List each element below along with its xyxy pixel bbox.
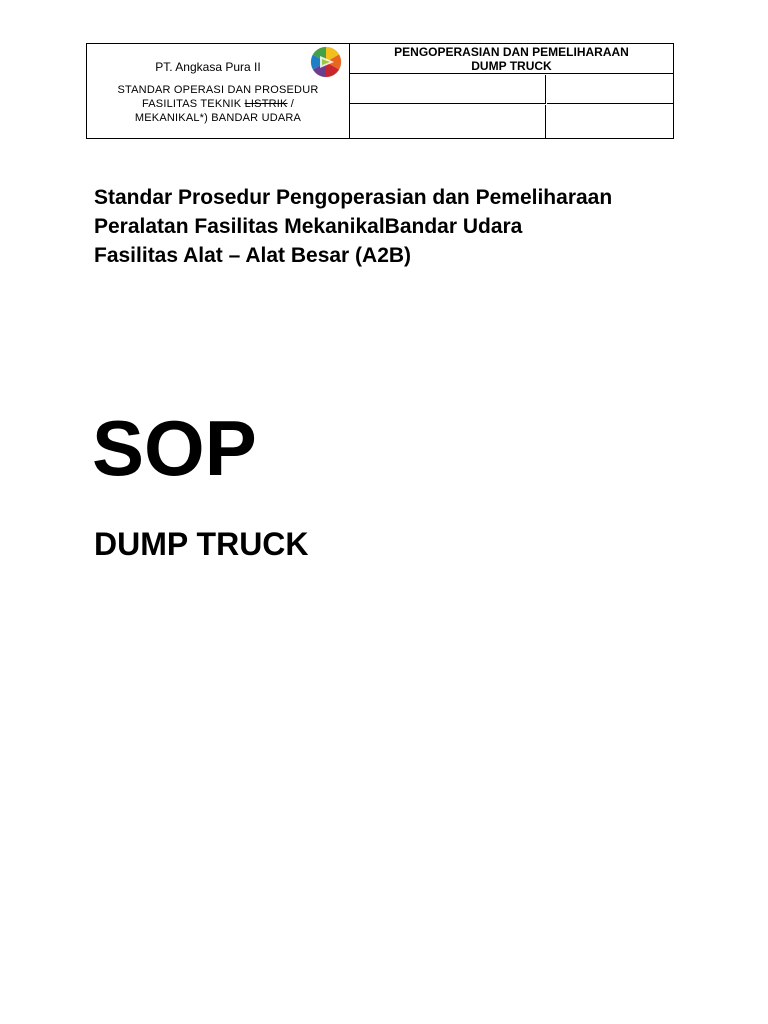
headline-line-1: Standar Prosedur Pengoperasian dan Pemeliharaan — [94, 186, 613, 209]
header-document-title: PENGOPERASIAN DAN PEMELIHARAAN DUMP TRUCK — [350, 44, 673, 74]
equipment-subject: DUMP TRUCK — [94, 526, 309, 562]
strikethrough-listrik: LISTRIK — [244, 98, 288, 110]
header-empty-cell — [350, 75, 546, 104]
sop-title: SOP — [92, 404, 257, 492]
angkasa-pura-logo-icon — [310, 46, 342, 78]
headline-line-2: Peralatan Fasilitas MekanikalBandar Udara — [94, 215, 523, 238]
standard-description: STANDAR OPERASI DAN PROSEDUR FASILITAS TEKNIK LISTRIK / MEKANIKAL*) BANDAR UDARA — [117, 84, 319, 124]
header-empty-cell — [547, 75, 673, 104]
headline-line-3: Fasilitas Alat – Alat Besar (A2B) — [94, 244, 412, 267]
header-empty-cell — [350, 105, 546, 138]
header-empty-cell — [547, 105, 673, 138]
header-company-cell — [87, 44, 350, 138]
document-header-table — [86, 43, 674, 139]
company-name: PT. Angkasa Pura II — [155, 60, 261, 74]
document-headline — [94, 183, 714, 270]
